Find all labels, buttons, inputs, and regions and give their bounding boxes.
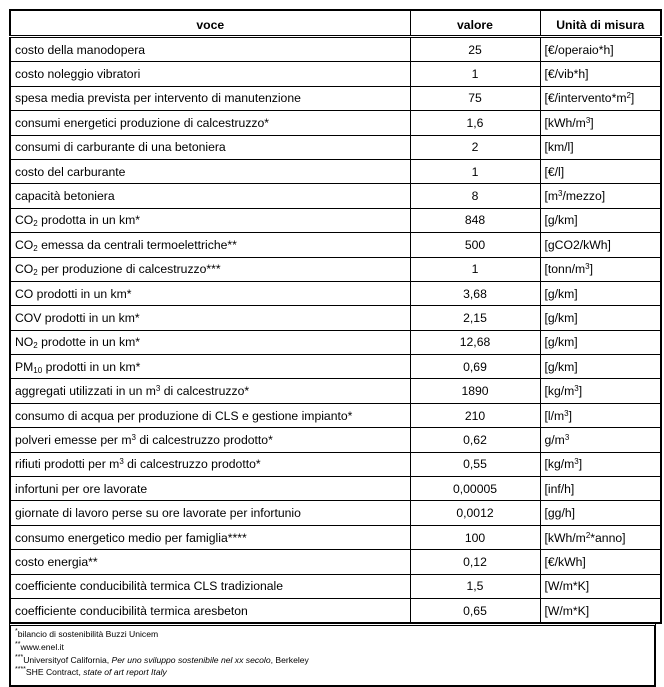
footnote: ****SHE Contract, state of art report Italy — [15, 666, 167, 678]
cell-valore: 1 — [410, 159, 540, 183]
cell-valore: 1890 — [410, 379, 540, 403]
cell-voce: consumo energetico medio per famiglia**** — [10, 525, 410, 549]
cell-valore: 1 — [410, 62, 540, 86]
cell-voce: polveri emesse per $m^3$ di calcestruzzo prodotto* — [10, 428, 410, 452]
table-row — [10, 208, 661, 232]
footnote-mark: * — [15, 628, 18, 636]
table-row — [10, 550, 661, 574]
table-row — [10, 281, 661, 305]
footnote-title: Per uno sviluppo sostenibile nel xx secolo — [111, 654, 271, 665]
table-row — [10, 501, 661, 525]
table-row — [10, 403, 661, 427]
table-row — [10, 330, 661, 354]
header-unita: Unità di misura — [540, 10, 661, 37]
header-valore: valore — [410, 10, 540, 37]
footnote: ***Universityof California, Per uno sviluppo sostenibile nel xx secolo, Berkeley — [15, 653, 309, 665]
table-row — [10, 37, 661, 62]
cell-unita: [W/m*K] — [540, 574, 661, 598]
table-row — [10, 525, 661, 549]
cell-valore: 8 — [410, 184, 540, 208]
cell-voce: giornate di lavoro perse su ore lavorate per infortunio — [10, 501, 410, 525]
table-row — [10, 598, 661, 623]
cell-valore: 0,62 — [410, 428, 540, 452]
cell-valore: 210 — [410, 403, 540, 427]
superscript: 3 — [131, 432, 136, 442]
cell-unita: $[kWh/m^3]$ — [540, 111, 661, 135]
footnote: *bilancio di sostenibilità Buzzi Unicem — [15, 628, 159, 640]
cell-unita: [€/l] — [540, 159, 661, 183]
cell-unita: [€/operaio*h] — [540, 37, 661, 62]
subscript: 2 — [33, 341, 38, 351]
cell-unita: [g/km] — [540, 306, 661, 330]
superscript: 2 — [626, 91, 631, 101]
cell-voce: aggregati utilizzati in un $m^3$ di calcestruzzo* — [10, 379, 410, 403]
cell-voce: infortuni per ore lavorate — [10, 477, 410, 501]
table-row — [10, 452, 661, 476]
table-row — [10, 428, 661, 452]
cell-voce: costo energia** — [10, 550, 410, 574]
cell-unita: $[€/intervento*m^2]$ — [540, 86, 661, 110]
footnote-mark: *** — [15, 653, 24, 661]
footnote-mark: **** — [15, 666, 26, 674]
data-table — [9, 9, 662, 624]
cell-unita: [W/m*K] — [540, 598, 661, 623]
cell-valore: 100 — [410, 525, 540, 549]
header-voce: voce — [10, 10, 410, 37]
cell-voce: rifiuti prodotti per $m^3$ di calcestruzzo prodotto* — [10, 452, 410, 476]
cell-valore: 500 — [410, 233, 540, 257]
cell-unita: [€/kWh] — [540, 550, 661, 574]
cell-voce: $PM_{10}$ prodotti in un km* — [10, 355, 410, 379]
cell-valore: 0,00005 — [410, 477, 540, 501]
superscript: 3 — [564, 432, 570, 442]
superscript: 2 — [585, 530, 591, 540]
cell-voce: $NO_2$ prodotte in un km* — [10, 330, 410, 354]
superscript: 3 — [155, 384, 161, 394]
superscript: 3 — [558, 189, 563, 199]
cell-voce: $CO_2$ emessa da centrali termoelettriche** — [10, 233, 410, 257]
cell-valore: 2 — [410, 135, 540, 159]
table-row — [10, 233, 661, 257]
cell-unita: [€/vib*h] — [540, 62, 661, 86]
superscript: 3 — [585, 115, 591, 125]
footnote-mark: ** — [15, 640, 21, 648]
cell-voce: capacità betoniera — [10, 184, 410, 208]
cell-unita: $[kg/m^3]$ — [540, 452, 661, 476]
cell-valore: 3,68 — [410, 281, 540, 305]
cell-unita: [g/km] — [540, 330, 661, 354]
superscript: 3 — [585, 262, 590, 272]
cell-unita: [g/km] — [540, 355, 661, 379]
superscript: 3 — [574, 457, 579, 467]
cell-voce: COV prodotti in un km* — [10, 306, 410, 330]
cell-valore: 2,15 — [410, 306, 540, 330]
table-row — [10, 184, 661, 208]
cell-voce: $CO_2$ prodotta in un km* — [10, 208, 410, 232]
footnote: **www.enel.it — [15, 640, 64, 652]
cell-valore: 12,68 — [410, 330, 540, 354]
table-row — [10, 306, 661, 330]
superscript: 3 — [119, 457, 124, 467]
cell-voce: costo noleggio vibratori — [10, 62, 410, 86]
table-row — [10, 257, 661, 281]
table-row — [10, 159, 661, 183]
cell-valore: 1,5 — [410, 574, 540, 598]
table-row — [10, 477, 661, 501]
cell-unita: $[kWh/m^2*anno]$ — [540, 525, 661, 549]
cell-valore: 75 — [410, 86, 540, 110]
subscript: 10 — [33, 365, 43, 375]
document — [9, 9, 660, 687]
cell-voce: CO prodotti in un km* — [10, 281, 410, 305]
cell-voce: costo della manodopera — [10, 37, 410, 62]
table-row — [10, 574, 661, 598]
cell-unita: [gCO2/kWh] — [540, 233, 661, 257]
cell-voce: consumi di carburante di una betoniera — [10, 135, 410, 159]
cell-unita: $[kg/m^3]$ — [540, 379, 661, 403]
superscript: 3 — [574, 384, 579, 394]
superscript: 3 — [564, 408, 569, 418]
cell-valore: 0,12 — [410, 550, 540, 574]
cell-unita: $[m^3/mezzo]$ — [540, 184, 661, 208]
cell-unita: [gg/h] — [540, 501, 661, 525]
cell-valore: 25 — [410, 37, 540, 62]
table-row — [10, 62, 661, 86]
table-row — [10, 86, 661, 110]
table-row — [10, 135, 661, 159]
cell-valore: 1,6 — [410, 111, 540, 135]
cell-unita: [g/km] — [540, 281, 661, 305]
cell-voce: coefficiente conducibilità termica CLS tradizionale — [10, 574, 410, 598]
subscript: 2 — [33, 243, 38, 253]
cell-unita: [g/km] — [540, 208, 661, 232]
cell-voce: $CO_2$ per produzione di calcestruzzo*** — [10, 257, 410, 281]
cell-voce: consumo di acqua per produzione di CLS e gestione impianto* — [10, 403, 410, 427]
cell-voce: consumi energetici produzione di calcestruzzo* — [10, 111, 410, 135]
subscript: 2 — [33, 219, 38, 229]
table-body — [10, 37, 661, 624]
table-row — [10, 355, 661, 379]
table-row — [10, 379, 661, 403]
table-row — [10, 111, 661, 135]
cell-voce: spesa media prevista per intervento di manutenzione — [10, 86, 410, 110]
footnotes — [9, 623, 656, 686]
subscript: 2 — [33, 268, 38, 278]
cell-unita: $[tonn/m^3]$ — [540, 257, 661, 281]
cell-valore: 0,69 — [410, 355, 540, 379]
cell-unita: [inf/h] — [540, 477, 661, 501]
cell-valore: 848 — [410, 208, 540, 232]
header-row — [10, 10, 661, 37]
cell-voce: costo del carburante — [10, 159, 410, 183]
cell-unita: $g/m^3$ — [540, 428, 661, 452]
cell-valore: 0,0012 — [410, 501, 540, 525]
cell-unita: $[l/m^3]$ — [540, 403, 661, 427]
cell-unita: [km/l] — [540, 135, 661, 159]
cell-valore: 0,55 — [410, 452, 540, 476]
cell-valore: 1 — [410, 257, 540, 281]
cell-voce: coefficiente conducibilità termica aresbeton — [10, 598, 410, 623]
cell-valore: 0,65 — [410, 598, 540, 623]
footnote-title: state of art report Italy — [83, 667, 167, 678]
